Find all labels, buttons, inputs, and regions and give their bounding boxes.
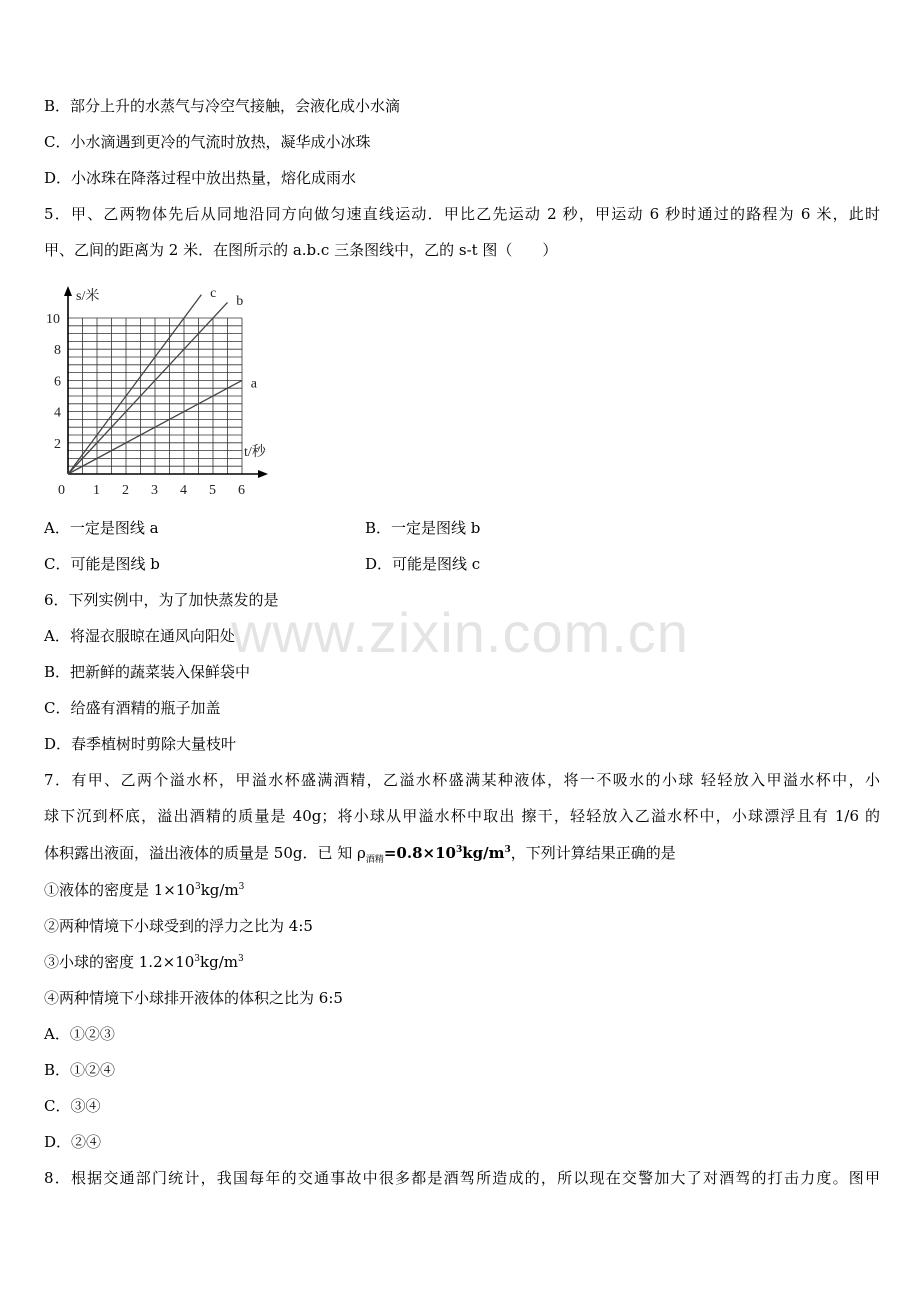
q7-stem-line3	[44, 843, 676, 863]
q7-unit-exp: 3	[504, 845, 511, 855]
chart-grid	[68, 318, 242, 474]
series-label-a: a	[250, 376, 257, 392]
q7-statement-1	[44, 880, 244, 900]
y-tick-label: 4	[54, 405, 61, 421]
q5-stem-line1: 5．甲、乙两物体先后从同地沿同方向做匀速直线运动．甲比乙先运动 2 秒，甲运动 6 秒时通过的路程为 6 米，此时	[44, 205, 880, 223]
watermark: www.zixin.com.cn	[231, 601, 689, 664]
series-line-c	[68, 295, 201, 474]
statement-3-exp: 3	[194, 954, 201, 964]
st-graph	[40, 282, 280, 500]
statement-3-text: ③小球的密度 1.2×10	[44, 953, 195, 971]
q7-unit: kg/m	[462, 844, 505, 862]
statement-3-unit: kg/m	[200, 953, 238, 971]
statement-3-unit-exp: 3	[237, 954, 244, 964]
q7-statement-3	[44, 952, 244, 972]
q7-option-c: C．③④	[44, 1097, 101, 1115]
x-axis-label: t/秒	[244, 445, 266, 460]
x-tick-label: 1	[93, 483, 100, 498]
x-axis-arrow	[258, 470, 268, 478]
y-tick-label: 2	[54, 436, 61, 452]
q6-option-d: D．春季植树时剪除大量枝叶	[44, 735, 237, 753]
q5-option-c: C．可能是图线 b	[44, 555, 160, 573]
x-tick-label: 4	[180, 483, 187, 498]
q7-option-a: A．①②③	[44, 1025, 115, 1043]
y-tick-label: 6	[54, 374, 61, 390]
q6-option-a: A．将湿衣服晾在通风向阳处	[44, 627, 235, 645]
q7-statement-2: ②两种情境下小球受到的浮力之比为 4:5	[44, 917, 313, 935]
y-tick-label: 8	[54, 343, 61, 359]
x-tick-label: 2	[122, 483, 129, 498]
q7-exp: 3	[455, 845, 463, 855]
q7-line3-tail: ，下列计算结果正确的是	[510, 844, 676, 862]
series-label-c: c	[210, 286, 217, 302]
q5-option-a: A．一定是图线 a	[44, 519, 159, 537]
q6-stem: 6．下列实例中，为了加快蒸发的是	[44, 591, 279, 609]
q8-stem-line1: 8．根据交通部门统计，我国每年的交通事故中很多都是酒驾所造成的，所以现在交警加大了对酒驾的打击力度。图甲	[44, 1169, 880, 1187]
q4-option-b: B．部分上升的水蒸气与冷空气接触，会液化成小水滴	[44, 97, 401, 115]
q6-option-c: C．给盛有酒精的瓶子加盖	[44, 699, 221, 717]
q5-option-b: B．一定是图线 b	[365, 519, 481, 537]
q6-option-b: B．把新鲜的蔬菜装入保鲜袋中	[44, 663, 251, 681]
y-axis-label: s/米	[76, 289, 100, 304]
statement-1-unit: kg/m	[200, 881, 239, 899]
y-tick-label: 10	[46, 312, 60, 327]
series-label-b: b	[236, 293, 244, 309]
x-tick-label: 6	[238, 483, 245, 498]
q4-option-d: D．小冰珠在降落过程中放出热量，熔化成雨水	[44, 169, 357, 187]
x-tick-label: 3	[151, 483, 158, 498]
q7-option-d: D．②④	[44, 1133, 102, 1151]
statement-1-text: ①液体的密度是 1×10	[44, 881, 195, 899]
x-tick-label: 0	[58, 483, 65, 498]
q5-stem-line2: 甲、乙间的距离为 2 米．在图所示的 a.b.c 三条图线中，乙的 s-t 图（ ）	[44, 241, 558, 259]
chart-axes	[64, 286, 268, 478]
q7-rho-subscript: 酒精	[365, 855, 384, 865]
q7-stem-line1: 7．有甲、乙两个溢水杯，甲溢水杯盛满酒精，乙溢水杯盛满某种液体，将一不吸水的小球 轻轻放入甲溢水杯中，小	[44, 771, 880, 789]
y-axis-arrow	[64, 286, 72, 296]
q5-option-d: D．可能是图线 c	[365, 555, 481, 573]
q7-stem-line2: 球下沉到杯底，溢出酒精的质量是 40g；将小球从甲溢水杯中取出 擦干，轻轻放入乙溢水杯中，小球漂浮且有 1/6 的	[44, 807, 880, 825]
q7-line3-text: 体积露出液面，溢出液体的质量是 50g．已 知 ρ	[44, 844, 366, 862]
q7-option-b: B．①②④	[44, 1061, 116, 1079]
q4-option-c: C．小水滴遇到更冷的气流时放热，凝华成小冰珠	[44, 133, 371, 151]
q7-rho-value: =0.8×10	[383, 844, 456, 862]
statement-1-exp: 3	[194, 882, 201, 892]
statement-1-unit-exp: 3	[238, 882, 245, 892]
x-tick-label: 5	[209, 483, 216, 498]
q7-statement-4: ④两种情境下小球排开液体的体积之比为 6:5	[44, 989, 343, 1007]
